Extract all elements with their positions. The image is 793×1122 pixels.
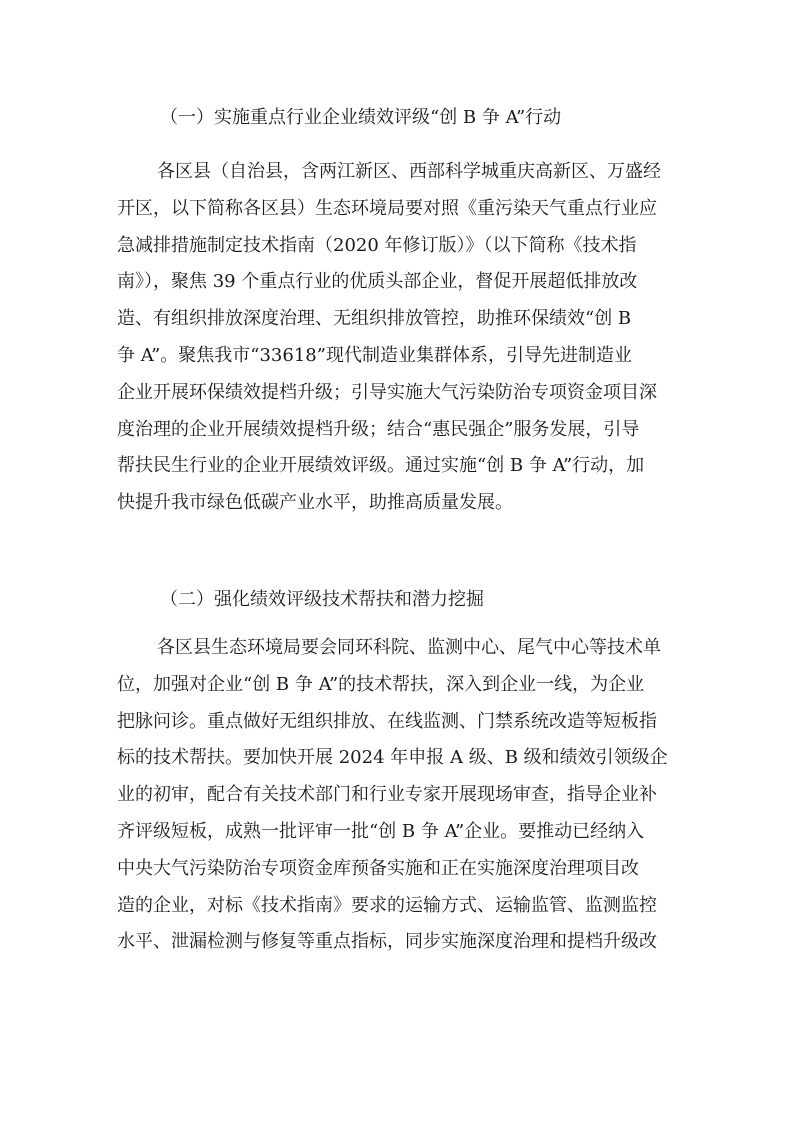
paragraph-line: 齐评级短板，成熟一批评审一批“创 B 争 A”企业。要推动已经纳入	[117, 820, 645, 842]
paragraph-line: 造的企业，对标《技术指南》要求的运输方式、运输监管、监测监控	[117, 894, 657, 916]
paragraph-line: 造、有组织排放深度治理、无组织排放管控，助推环保绩效“创 B	[117, 308, 632, 330]
paragraph-line: 企业开展环保绩效提档升级；引导实施大气污染防治专项资金项目深	[117, 381, 657, 403]
paragraph-line: 位，加强对企业“创 B 争 A”的技术帮扶，深入到企业一线，为企业	[117, 673, 645, 695]
paragraph-line: 中央大气污染防治专项资金库预备实施和正在实施深度治理项目改	[117, 857, 639, 879]
paragraph-line: 快提升我市绿色低碳产业水平，助推高质量发展。	[117, 492, 513, 514]
paragraph-line: 开区，以下简称各区县）生态环境局要对照《重污染天气重点行业应	[117, 197, 657, 219]
paragraph-line: 各区县生态环境局要会同环科院、监测中心、尾气中心等技术单	[157, 637, 661, 658]
paragraph-line: 水平、泄漏检测与修复等重点指标，同步实施深度治理和提档升级改	[117, 931, 657, 953]
paragraph-line: 业的初审，配合有关技术部门和行业专家开展现场审查，指导企业补	[117, 784, 657, 806]
paragraph-line: 标的技术帮扶。要加快开展 2024 年申报 A 级、B 级和绩效引领级企	[117, 747, 668, 769]
paragraph-line: 各区县（自治县，含两江新区、西部科学城重庆高新区、万盛经	[157, 161, 661, 182]
section-heading-2: （二）强化绩效评级技术帮扶和潜力挖掘	[160, 589, 484, 610]
paragraph-2	[117, 630, 677, 961]
paragraph-1	[117, 154, 677, 522]
paragraph-line: 南》），聚焦 39 个重点行业的优质头部企业，督促开展超低排放改	[117, 271, 638, 293]
section-heading-1: （一）实施重点行业企业绩效评级“创 B 争 A”行动	[160, 107, 562, 128]
paragraph-line: 争 A”。聚焦我市“33618”现代制造业集群体系，引导先进制造业	[117, 344, 632, 366]
paragraph-line: 急减排措施制定技术指南（2020 年修订版）》（以下简称《技术指	[117, 234, 637, 256]
paragraph-line: 帮扶民生行业的企业开展绩效评级。通过实施“创 B 争 A”行动，加	[117, 455, 645, 477]
paragraph-line: 度治理的企业开展绩效提档升级；结合“惠民强企”服务发展，引导	[117, 418, 640, 440]
paragraph-line: 把脉问诊。重点做好无组织排放、在线监测、门禁系统改造等短板指	[117, 710, 657, 732]
